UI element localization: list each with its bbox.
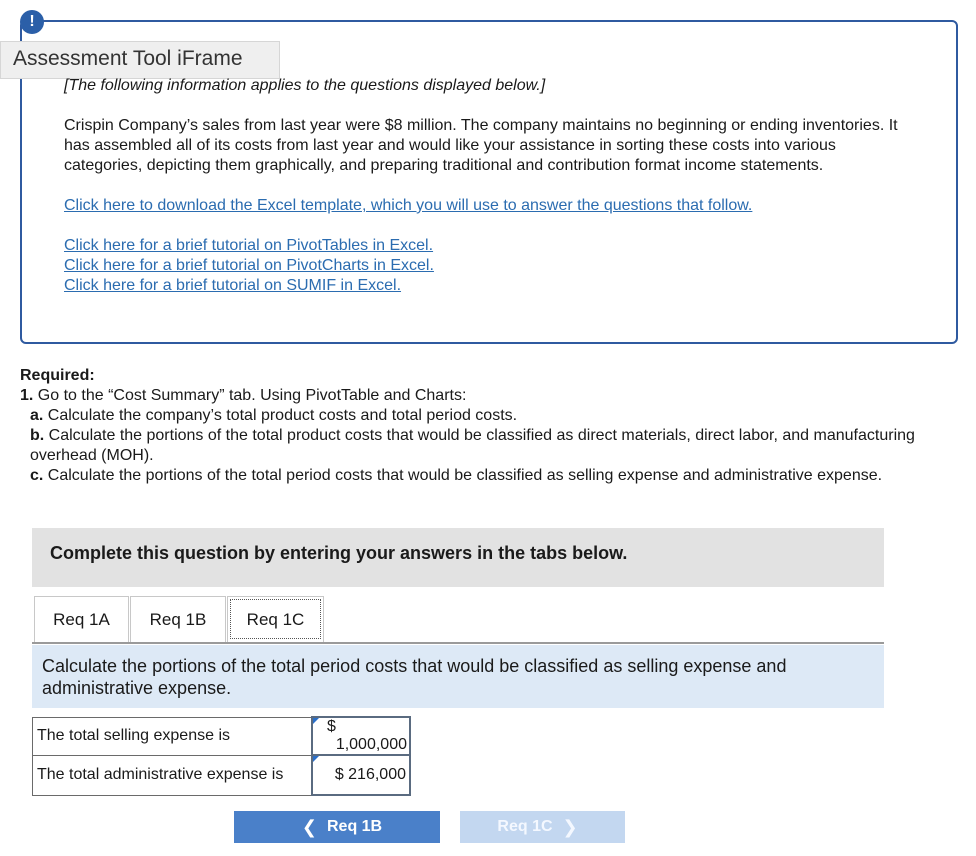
input-marker-icon [313,718,319,724]
admin-expense-value: $ 216,000 [334,766,406,783]
tab-req-1b[interactable]: Req 1B [130,596,226,642]
required-item-b [20,426,920,466]
sumif-tutorial-link[interactable]: Click here for a brief tutorial on SUMIF in Excel. [64,277,402,294]
selling-expense-value: 1,000,000 [335,736,407,753]
selling-expense-input[interactable] [312,717,410,755]
pivottables-tutorial-link[interactable]: Click here for a brief tutorial on PivotTables in Excel. [64,237,434,254]
required-section [20,366,920,486]
required-item-1 [20,386,920,406]
admin-expense-label: The total administrative expense is [33,755,313,795]
tab-req-1a[interactable]: Req 1A [34,596,129,642]
next-button [460,811,625,843]
chevron-left-icon: ❮ [301,816,317,837]
item-label-c: c. [30,467,44,484]
selling-expense-label: The total selling expense is [33,717,313,755]
info-content [64,76,914,296]
tab-req-1c[interactable]: Req 1C [227,596,324,642]
item-number: 1. [20,387,34,404]
item-label-a: a. [30,407,44,424]
required-item-c [20,466,920,486]
item-label-b: b. [30,427,45,444]
exclamation-circle-icon: ! [20,10,44,34]
prev-button-label: Req 1B [326,818,383,835]
tab-bar [32,596,884,644]
admin-expense-input[interactable] [312,755,410,795]
item-text-a: Calculate the company’s total product costs and total period costs. [47,407,518,424]
prev-button[interactable] [234,811,440,843]
table-row [33,717,411,755]
instructions-banner: Complete this question by entering your answers in the tabs below. [32,528,884,587]
intro-text: [The following information applies to the questions displayed below.] [64,77,546,94]
required-heading: Required: [20,367,95,384]
item-text-c: Calculate the portions of the total period costs that would be classified as selling expense and administrative expense. [47,467,883,484]
answer-table [32,716,411,796]
question-instruction: Calculate the portions of the total period costs that would be classified as selling expense and administrative expense. [32,645,884,708]
item-text-b: Calculate the portions of the total product costs that would be classified as direct materials, direct labor, and manufacturing overhead (MOH). [30,427,915,464]
required-item-a [20,406,920,426]
scenario-paragraph: Crispin Company’s sales from last year were $8 million. The company maintains no beginning or ending inventories. It has assembled all of its costs from last year and would like your assistance in sorting these costs into various categories, depicting them graphically, and preparing traditional and contribution format income statements. [64,117,898,174]
table-row [33,755,411,795]
chevron-right-icon: ❯ [562,816,578,837]
iframe-label: Assessment Tool iFrame [0,41,280,79]
input-marker-icon [313,756,319,762]
item-text: Go to the “Cost Summary” tab. Using PivotTable and Charts: [37,387,467,404]
next-button-label: Req 1C [497,818,553,835]
pivotcharts-tutorial-link[interactable]: Click here for a brief tutorial on PivotCharts in Excel. [64,257,434,274]
excel-template-link[interactable]: Click here to download the Excel template, which you will use to answer the questions that follow. [64,197,753,214]
currency-symbol: $ [327,718,336,735]
